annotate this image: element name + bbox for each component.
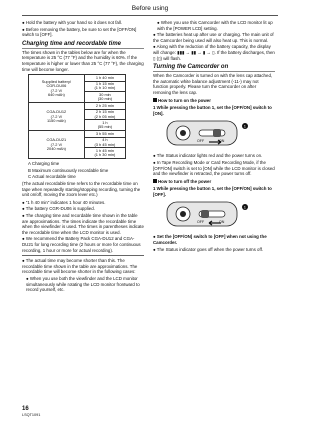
page-number: 16 (22, 406, 29, 412)
right-column (153, 20, 275, 253)
note-item: ● Along with the reduction of the battery capacity, the display will change: ▮▮▮ → ▮▮ → ▮ → ▯. If the battery discharges, then ▯ (▯) will flash. (153, 44, 275, 61)
power-switch-on-illustration (153, 117, 275, 151)
table-cell: 30 min (30 min) (84, 92, 125, 103)
document-code: LSQT1091 (22, 413, 41, 417)
legend-item: B Maximum continuously recordable time (28, 167, 109, 173)
table-cell: 2 h 15 min (2 h 05 min) (84, 109, 125, 120)
note-item: ● When you use both the viewfinder and the LCD monitor simultaneously while rotating the LCD monitor frontward to record yourself, etc. (26, 275, 140, 293)
header-rule (22, 15, 278, 16)
switch-label-off: OFF (197, 220, 205, 225)
note-item: ● Set the [OFF/ON] switch to [OFF] when not using the Camcorder. (153, 234, 267, 246)
note-item: ● The Status indicator goes off when the power turns off. (153, 246, 264, 252)
page-header-title: Before using (131, 5, 169, 12)
switch-on-diagram (153, 117, 275, 151)
power-intro: When the Camcorder is turned on with the lens cap attached, the automatic white balance adjustment (-11-) may not function properly. Please turn the Camcorder on after removing the lens cap. (153, 73, 273, 95)
switch-label-off: OFF (197, 139, 205, 144)
table-cell: 1 h 40 min (84, 75, 125, 81)
power-off-step: 1 While pressing the button 1, set the [OFF/ON] switch to [OFF]. (153, 186, 272, 197)
legend-item: C Actual recordable time (28, 174, 76, 180)
switch-label-on: ON (219, 220, 225, 225)
charging-intro: The times shown in the tables below are for when the temperature is 25 °C (77 °F) and the humidity is 60%. If the temperature is higher or lower than 25 °C (77 °F), the charging time will become longer. (22, 49, 144, 72)
note-item: ● When you use this Camcorder with the LCD monitor lit up with the [POWER LCD] setting. (157, 20, 273, 31)
left-column (22, 20, 144, 294)
note-item: ● The actual time may become shorter than this. The recordable time shown in the table are approximations. The recordable time will become shorter in the following cases: (22, 258, 138, 275)
bullet-item: ● Before removing the battery, be sure to set the [OFF/ON] switch to [OFF]. (22, 26, 137, 38)
power-on-step: 1 While pressing the button 1, set the [OFF/ON] switch to [ON]. (153, 105, 272, 116)
battery-cell: CGA-DU21 (7.2 V/ 2040 mAh) (29, 131, 85, 159)
table-cell: 2 h 25 min (84, 103, 125, 109)
table-cell: 1 h 15 min (1 h 10 min) (84, 81, 125, 92)
legend-note: (The actual recordable time refers to the recordable time on tape when repeatedly starting/stopping recording, turning the unit on/off, moving the zoom lever etc.) (22, 181, 141, 198)
power-on-heading: How to turn on the power (153, 98, 275, 104)
note-item: ● The charging time and recordable time shown in the table are approximations. The times indicate the recordable time when the viewfinder is used. The times in parentheses indicate the recordable time when the LCD monitor is used. (22, 213, 144, 235)
power-off-heading: How to turn off the power (153, 179, 275, 185)
note-item: ● The Status indicator lights red and the power turns on. (153, 153, 263, 159)
power-switch-off-illustration (153, 198, 275, 232)
svg-text:1: 1 (243, 204, 246, 210)
table-cell: 3 h 55 min (84, 131, 125, 137)
table-cell: 1 h (55 min) (84, 120, 125, 131)
legend-item: A Charging time (28, 161, 60, 167)
section-heading-charging: Charging time and recordable time (22, 41, 144, 49)
note-item: ● “1 h 40 min” indicates 1 hour 40 minutes. (22, 199, 106, 205)
note-item: ● The batteries heat up after use or charging. The main unit of the Camcorder being used will also heat up. This is normal. (153, 32, 274, 43)
switch-label-on: ON (219, 139, 225, 144)
svg-text:1: 1 (243, 123, 246, 129)
divider (22, 255, 144, 256)
battery-cell: Supplied battery/ CGR-DU06 (7.2 V/ 640 mAh) (29, 75, 85, 103)
table-cell: 1 h 45 min (1 h 30 min) (84, 148, 125, 159)
note-item: ● In Tape Recording Mode or Card Recording Mode, if the [OFF/ON] switch is set to [ON] while the LCD monitor is closed and the viewfinder is retracted, the power turns off. (153, 159, 275, 177)
table-cell: 4 h (3 h 45 min) (84, 137, 125, 148)
section-heading-power: Turning the Camcorder on (153, 64, 275, 72)
switch-off-diagram (153, 198, 275, 232)
note-item: ● The battery CGR-DU06 is supplied. (22, 206, 95, 212)
battery-cell: CGA-DU12 (7.2 V/ 1150 mAh) (29, 103, 85, 131)
bullet-item: ● Hold the battery with your hand so it does not fall. (22, 20, 123, 25)
charging-time-table (28, 74, 126, 159)
note-item: ● We recommend the Battery Pack CGA-DU12 and CGA-DU21 for long recording time (2 hours or more for continuous recording, 1 hour or more for actual recording). (22, 236, 141, 253)
